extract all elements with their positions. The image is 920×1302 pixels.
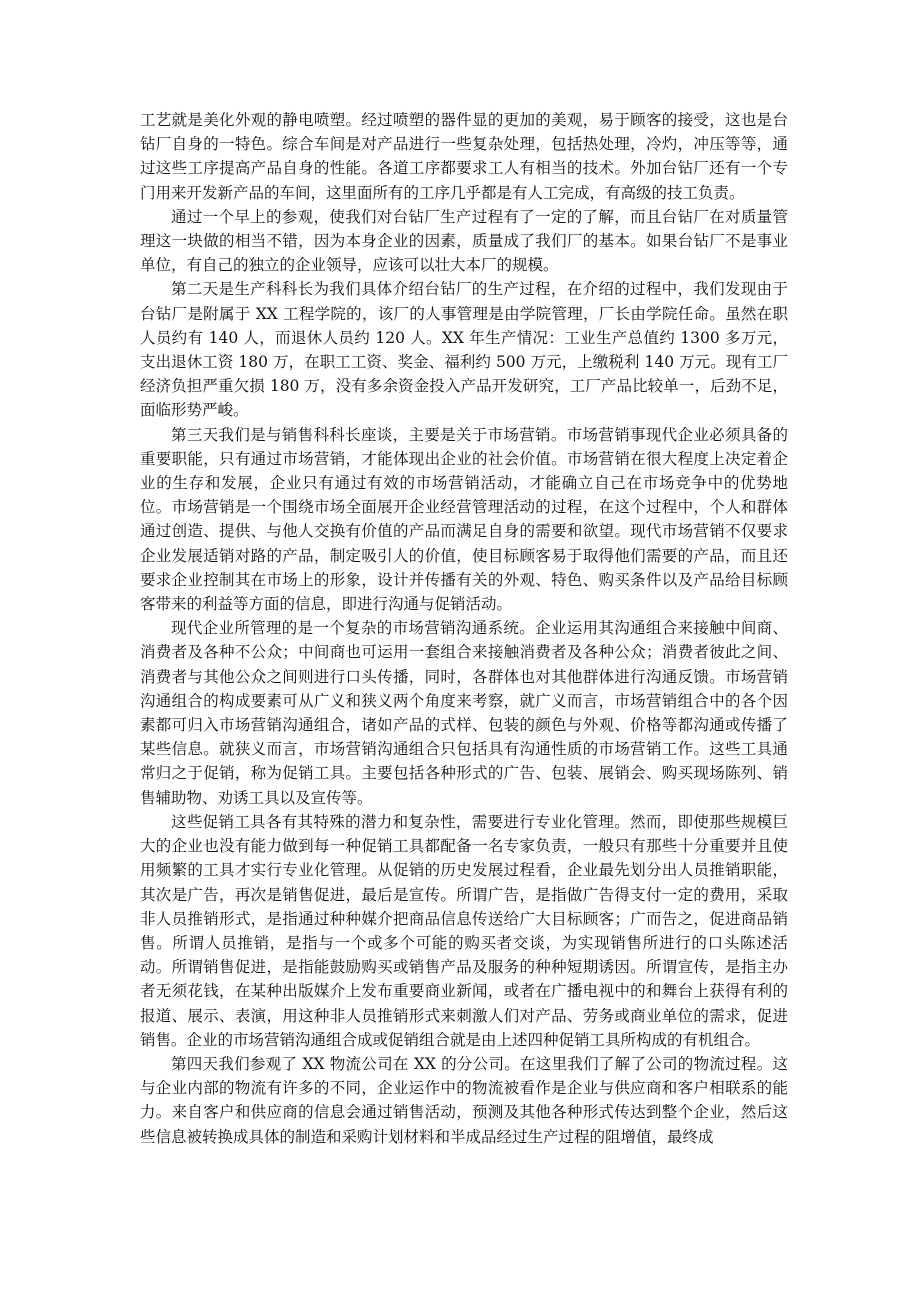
paragraph-5: 现代企业所管理的是一个复杂的市场营销沟通系统。企业运用其沟通组合来接触中间商、消费者及各种不公众；中间商也可运用一套组合来接触消费者及各种公众；消费者彼此之间、消费者与其他公众之间则进行口头传播，同时，各群体也对其他群体进行沟通反馈。市场营销沟通组合的构成要素可从广义和狭义两个角度来考察，就广义而言，市场营销组合中的各个因素都可归入市场营销沟通组合，诸如产品的式样、包装的颜色与外观、价格等都沟通或传播了某些信息。就狭义而言，市场营销沟通组合只包括具有沟通性质的市场营销工作。这些工具通常归之于促销，称为促销工具。主要包括各种形式的广告、包装、展销会、购买现场陈列、销售辅助物、劝诱工具以及宣传等。: [140, 619, 788, 807]
document-page: [140, 108, 788, 1149]
paragraph-1: 工艺就是美化外观的静电喷塑。经过喷塑的器件显的更加的美观，易于顾客的接受，这也是台钻厂自身的一特色。综合车间是对产品进行一些复杂处理，包括热处理，冷灼，冲压等等，通过这些工序提高产品自身的性能。各道工序都要求工人有相当的技术。外加台钻厂还有一个专门用来开发新产品的车间，这里面所有的工序几乎都是有人工完成，有高级的技工负责。: [140, 111, 788, 202]
paragraph-6: 这些促销工具各有其特殊的潜力和复杂性，需要进行专业化管理。然而，即使那些规模巨大的企业也没有能力做到每一种促销工具都配备一名专家负责，一般只有那些十分重要并且使用频繁的工具才实行专业化管理。从促销的历史发展过程看，企业最先划分出人员推销职能，其次是广告，再次是销售促进，最后是宣传。所谓广告，是指做广告得支付一定的费用，采取非人员推销形式，是指通过种种媒介把商品信息传送给广大目标顾客；广而告之，促进商品销售。所谓人员推销，是指与一个或多个可能的购买者交谈，为实现销售所进行的口头陈述活动。所谓销售促进，是指能鼓励购买或销售产品及服务的种种短期诱因。所谓宣传，是指主办者无须花钱，在某种出版媒介上发布重要商业新闻，或者在广播电视中的和舞台上获得有利的报道、展示、表演，用这种非人员推销形式来刺激人们对产品、劳务或商业单位的需求，促进销售。企业的市场营销沟通组合成或促销组合就是由上述四种促销工具所构成的有机组合。: [140, 812, 788, 1049]
paragraph-2: 通过一个早上的参观，使我们对台钻厂生产过程有了一定的了解，而且台钻厂在对质量管理这一块做的相当不错，因为本身企业的因素，质量成了我们厂的基本。如果台钻厂不是事业单位，有自己的独立的企业领导，应该可以壮大本厂的规模。: [140, 207, 788, 275]
paragraph-7: 第四天我们参观了 XX 物流公司在 XX 的分公司。在这里我们了解了公司的物流过程。这与企业内部的物流有许多的不同，企业运作中的物流被看作是企业与供应商和客户相联系的能力。来自客户和供应商的信息会通过销售活动，预测及其他各种形式传达到整个企业，然后这些信息被转换成具体的制造和采购计划材料和半成品经过生产过程的阻增值，最终成: [140, 1054, 788, 1146]
paragraph-3: 第二天是生产科科长为我们具体介绍台钻厂的生产过程，在介绍的过程中，我们发现由于台钻厂是附属于 XX 工程学院的，该厂的人事管理是由学院管理，厂长由学院任命。虽然在职人员约有 140 人，而退休人员约 120 人。XX 年生产情况：工业生产总值约 1300 多万元，支出退休工资 180 万，在职工工资、奖金、福利约 500 万元，上缴税利 140 万元。现有工厂经济负担严重欠损 180 万，没有多余资金投入产品开发研究，工厂产品比较单一，后劲不足，面临形势严峻。: [140, 280, 788, 420]
paragraph-4: 第三天我们是与销售科科长座谈，主要是关于市场营销。市场营销事现代企业必须具备的重要职能，只有通过市场营销，才能体现出企业的社会价值。市场营销在很大程度上决定着企业的生存和发展，企业只有通过有效的市场营销活动，才能确立自己在市场竞争中的优势地位。市场营销是一个围绕市场全面展开企业经营管理活动的过程，在这个过程中，个人和群体通过创造、提供、与他人交换有价值的产品而满足自身的需要和欲望。现代市场营销不仅要求企业发展适销对路的产品，制定吸引人的价值，使目标顾客易于取得他们需要的产品，而且还要求企业控制其在市场上的形象，设计并传播有关的外观、特色、购买条件以及产品给目标顾客带来的利益等方面的信息，即进行沟通与促销活动。: [140, 425, 788, 614]
